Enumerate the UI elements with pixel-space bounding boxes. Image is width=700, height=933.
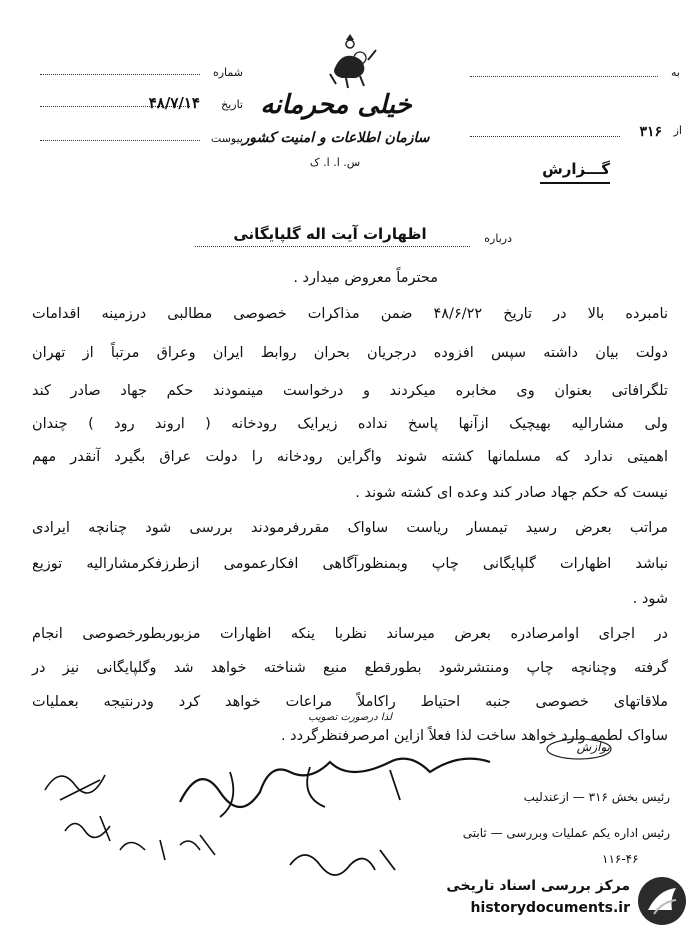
classification-title: خیلی محرمانه <box>260 90 412 120</box>
handwritten-date-bottom-left <box>110 820 230 870</box>
organization-name: سازمان اطلاعات و امنیت کشور <box>242 130 430 146</box>
number-label: شماره <box>212 66 243 79</box>
date-value: ۴۸/۷/۱۴ <box>148 94 200 112</box>
attachment-label: پیوست <box>210 132 243 145</box>
para2-line-3: شود . <box>632 591 668 607</box>
handwritten-signature-bottom <box>280 840 410 880</box>
para2-line-2: نباشد اظهارات گلپایگانی چاپ وبمنظورآگاهی افکارعمومی ازطرزفکرمشارالیه توزیع <box>32 556 668 572</box>
body-line-4: ولی مشارالیه بهیچیک ازآنها پاسخ نداده زیرایک رودخانه ( اروند رود ) چندان <box>32 416 668 432</box>
organization-code: س. ا. ا. ک <box>309 156 361 169</box>
number-line <box>40 74 200 75</box>
date-label: تاریخ <box>221 98 243 111</box>
initial-circle-icon <box>545 736 615 762</box>
body-line-5: اهمیتی ندارد که مسلمانها کشته شوند واگراین رودخانه را دولت عراق بگیرد آنقدر مهم <box>32 449 668 465</box>
salutation: محترماً معروض میدارد . <box>293 270 438 286</box>
watermark-url: historydocuments.ir <box>470 900 630 916</box>
inserted-note: لذا درصورت تصویب <box>308 712 392 723</box>
body-line-2: دولت بیان داشته سپس افزوده درجریان بحران روابط ایران وعراق مرتباً از تهران <box>32 345 668 361</box>
body-line-6: نیست که حکم جهاد صادر کند وعده ای کشته شوند . <box>355 485 668 501</box>
para3-line-1: در اجرای اوامرصادره بعرض میرساند نظربا ینکه اظهارات مزبوربطورخصوصی انجام <box>32 626 668 642</box>
para3-line-2: گرفته وچنانچه چاپ ومنتشرشود بطورقطع منبع شناخته خواهد شد وگلپایگانی نیز در <box>32 660 668 676</box>
subject-label: درباره <box>484 232 512 245</box>
subject-value: اظهارات آیت اله گلپایگانی <box>233 225 427 243</box>
page-reference: ۱۱۶-۴۶ <box>602 852 639 866</box>
body-line-3: تلگرافاتی بعنوان وی مخابره میکردند و درخواست مینمودند حکم جهاد صادر کند <box>32 383 668 399</box>
from-line <box>470 136 620 137</box>
subject-line <box>195 246 470 247</box>
report-label: گـــزارش <box>542 160 610 178</box>
from-label: از <box>673 124 682 137</box>
handwritten-initial-left-top <box>40 760 120 810</box>
signature-line-1: رئیس بخش ۳۱۶ — ازعندلیب <box>523 790 670 804</box>
handwritten-initial-top: نوازش <box>576 740 610 754</box>
attachment-line <box>40 140 200 141</box>
para3-line-3: ملاقاتهای خصوصی جنبه احتیاط راکاملاً مراعات خواهد کرد ودرنتیجه بعملیات <box>32 694 668 710</box>
report-underline <box>540 182 610 184</box>
from-value: ۳۱۶ <box>639 124 662 140</box>
para3-line-4: ساواک لطمه وارد خواهد ساخت لذا فعلاً ازاین امرصرفنظرگردد . <box>280 728 668 744</box>
para2-line-1: مراتب بعرض رسید تیمسار ریاست ساواک مقررفرمودند بررسی شود چنانچه ایرادی <box>32 520 668 536</box>
watermark <box>424 872 694 930</box>
to-line <box>470 76 658 77</box>
watermark-title: مرکز بررسی اسناد تاریخی <box>446 878 630 894</box>
watermark-logo-icon <box>634 874 690 928</box>
lion-and-sun-emblem-icon <box>320 30 380 92</box>
signature-line-2: رئیس اداره یکم عملیات وبررسی — ثابتی <box>462 826 670 840</box>
handwritten-signature-large <box>170 752 500 822</box>
body-line-1: نامبرده بالا در تاریخ ۴۸/۶/۲۲ ضمن مذاکرات خصوصی مطالبی درزمینه اقدامات <box>32 306 669 322</box>
to-label: به <box>671 66 680 79</box>
